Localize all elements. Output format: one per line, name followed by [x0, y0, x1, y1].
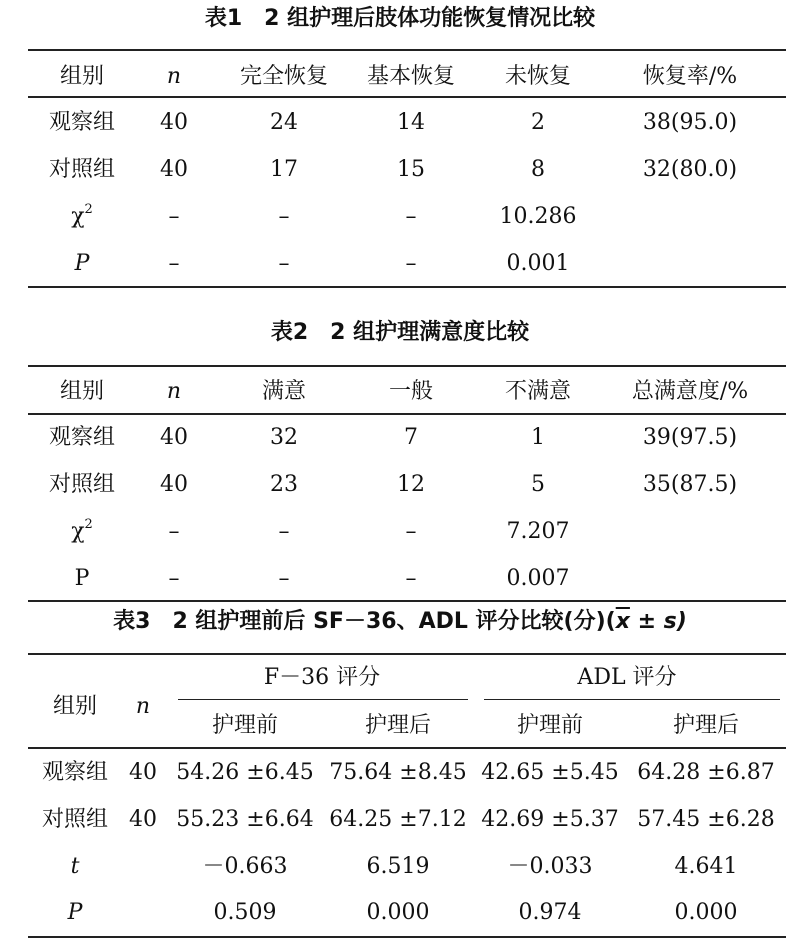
table1-cell: 2	[531, 110, 545, 135]
table3-p-label: P	[67, 900, 83, 925]
table1-cell: 14	[397, 110, 425, 135]
table1-cell: 40	[160, 157, 188, 182]
table2-header-satisfied: 满意	[261, 379, 307, 404]
table2-cell: –	[405, 566, 417, 591]
table1-cell: 24	[270, 110, 298, 135]
table2-bottom-rule	[28, 600, 786, 602]
table1-mid-rule	[28, 96, 786, 98]
table3-bottom-rule	[28, 936, 786, 938]
table3-t-label: t	[70, 854, 80, 879]
table3-cell: 64.25 ±7.12	[329, 807, 467, 832]
table1-header-n: n	[166, 64, 182, 89]
table1-cell: 38(95.0)	[642, 110, 738, 135]
table3-cell: 57.45 ±6.28	[637, 807, 775, 832]
table1-header-none: 未恢复	[504, 64, 572, 89]
table1-header-basic: 基本恢复	[366, 64, 456, 89]
table2-cell: –	[278, 519, 290, 544]
table3-subheader-sf36-after: 护理后	[364, 713, 432, 738]
table1-cell: –	[168, 251, 180, 276]
table2-header-unsatisfied: 不满意	[504, 379, 572, 404]
table2-p-label: P	[74, 566, 90, 591]
table3-cell: 55.23 ±6.64	[176, 807, 314, 832]
table2-cell: –	[405, 519, 417, 544]
table2-cell: 40	[160, 472, 188, 497]
table3-cell: 64.28 ±6.87	[637, 760, 775, 785]
table2-cell: 5	[531, 472, 545, 497]
table3-cell: 42.69 ±5.37	[481, 807, 619, 832]
table3-cell: 0.000	[674, 900, 738, 925]
table2-caption: 表2 2 组护理满意度比较	[270, 320, 530, 345]
table1-cell: –	[405, 204, 417, 229]
table3-cell: 0.000	[366, 900, 430, 925]
table2-cell: 35(87.5)	[642, 472, 738, 497]
table2-cell: 0.007	[506, 566, 570, 591]
table1-bottom-rule	[28, 286, 786, 288]
table3-cell: 观察组	[41, 760, 109, 785]
table3-caption: 表3 2 组护理前后 SF－36、ADL 评分比较(分)$(\overline{x} \pm s)$	[113, 609, 687, 634]
table1-caption: 表1 2 组护理后肢体功能恢复情况比较	[204, 6, 596, 31]
table3-cell: 0.974	[518, 900, 582, 925]
table3-mid-rule	[28, 747, 786, 749]
table3-cell: 54.26 ±6.45	[176, 760, 314, 785]
table2-cell: 12	[397, 472, 425, 497]
table3-cell: 40	[129, 760, 157, 785]
table2-header-group: 组别	[59, 379, 105, 404]
table1-cell: –	[405, 251, 417, 276]
table1-chi-label: $\chi^2$	[71, 202, 93, 229]
table3-span-rule-adl	[484, 699, 780, 700]
table2-header-average: 一般	[388, 379, 434, 404]
table2-cell: 7.207	[506, 519, 570, 544]
table1-header-full: 完全恢复	[239, 64, 329, 89]
table1-header-rate: 恢复率/%	[642, 64, 738, 89]
table1-cell: 对照组	[48, 157, 116, 182]
table3-span-rule-sf36	[178, 699, 468, 700]
table1-cell: 观察组	[48, 110, 116, 135]
table1-cell: –	[168, 204, 180, 229]
table2-cell: 对照组	[48, 472, 116, 497]
table3-subheader-sf36-before: 护理前	[211, 713, 279, 738]
table3-header-group: 组别	[52, 694, 98, 719]
table3-subheader-adl-after: 护理后	[672, 713, 740, 738]
table2-cell: 32	[270, 425, 298, 450]
table2-cell: 7	[404, 425, 418, 450]
table3-cell: 6.519	[366, 854, 430, 879]
table2-cell: 23	[270, 472, 298, 497]
table2-top-rule	[28, 365, 786, 367]
table3-header-sf36: F－36 评分	[263, 665, 381, 690]
table3-top-rule	[28, 653, 786, 655]
table2-cell: 39(97.5)	[642, 425, 738, 450]
table3-cell: 0.509	[213, 900, 277, 925]
table3-cell: －0.663	[202, 854, 288, 879]
table1-p-label: P	[74, 251, 90, 276]
table2-header-n: n	[166, 379, 182, 404]
table2-cell: –	[278, 566, 290, 591]
table2-cell: 观察组	[48, 425, 116, 450]
table1-cell: –	[278, 251, 290, 276]
table2-chi-label: $\chi^2$	[71, 517, 93, 544]
table3-cell: －0.033	[507, 854, 593, 879]
table2-cell: 1	[531, 425, 545, 450]
table2-cell: –	[168, 519, 180, 544]
table2-mid-rule	[28, 413, 786, 415]
table1-cell: 8	[531, 157, 545, 182]
table2-cell: –	[168, 566, 180, 591]
table3-cell: 对照组	[41, 807, 109, 832]
table3-cell: 42.65 ±5.45	[481, 760, 619, 785]
table1-cell: –	[278, 204, 290, 229]
table3-cell: 75.64 ±8.45	[329, 760, 467, 785]
table3-cell: 4.641	[674, 854, 738, 879]
table1-cell: 32(80.0)	[642, 157, 738, 182]
table1-cell: 0.001	[506, 251, 570, 276]
table3-header-n: n	[135, 694, 151, 719]
table1-cell: 17	[270, 157, 298, 182]
table1-top-rule	[28, 49, 786, 51]
table1-cell: 40	[160, 110, 188, 135]
table1-cell: 10.286	[499, 204, 577, 229]
table2-cell: 40	[160, 425, 188, 450]
table1-header-group: 组别	[59, 64, 105, 89]
table3-header-adl: ADL 评分	[577, 665, 677, 690]
table3-subheader-adl-before: 护理前	[516, 713, 584, 738]
table2-header-total: 总满意度/%	[631, 379, 749, 404]
table1-cell: 15	[397, 157, 425, 182]
table3-cell: 40	[129, 807, 157, 832]
